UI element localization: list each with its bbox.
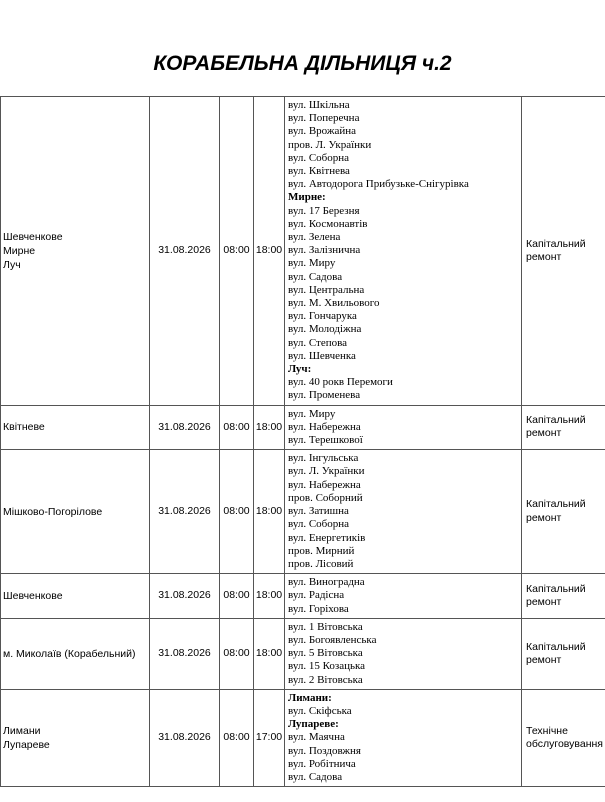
settlement-name: Квітневе [3,421,45,434]
end-time-cell: 18:00 [254,618,285,689]
start-time-cell: 08:00 [220,618,254,689]
streets-cell [285,97,522,406]
settlement-name: Шевченкове [3,230,63,243]
outage-schedule-table [0,96,605,787]
street-item: вул. Інгульська [288,452,359,465]
table-row [1,618,605,689]
street-item: вул. Квітнева [288,165,350,178]
street-item: пров. Соборний [288,491,363,504]
end-time-cell: 18:00 [254,405,285,450]
table-row [1,405,605,450]
work-type-cell: Капітальний ремонт [522,405,605,450]
street-item: вул. Соборна [288,151,350,164]
work-type-cell: Капітальний ремонт [522,574,605,619]
street-item: вул. Поперечна [288,112,360,125]
street-item: вул. Л. Українки [288,465,365,478]
streets-cell [285,689,522,786]
street-item: вул. Виноградна [288,576,365,589]
work-type-cell: Капітальний ремонт [522,618,605,689]
street-item: вул. Маячна [288,731,345,744]
street-item: вул. 5 Вітовська [288,647,363,660]
street-item: вул. Терешкової [288,434,363,447]
settlement-cell [1,618,150,689]
settlement-name: Мирне [3,244,36,257]
start-time-cell: 08:00 [220,574,254,619]
street-item: вул. 2 Вітовська [288,673,363,686]
streets-cell [285,405,522,450]
table-row [1,97,605,406]
start-time-cell: 08:00 [220,97,254,406]
street-item: вул. М. Хвильового [288,297,380,310]
street-item: вул. 1 Вітовська [288,620,363,633]
street-item: вул. Поздовжня [288,744,361,757]
streets-cell [285,574,522,619]
street-item: вул. Шкільна [288,99,350,111]
table-row [1,689,605,786]
table-row [1,574,605,619]
street-item: вул. Горіхова [288,602,349,615]
street-item: пров. Мирний [288,544,355,557]
street-item: вул. Променева [288,389,361,402]
work-type-cell: Технічне обслуговування [522,689,605,786]
street-item: вул. Молодіжна [288,323,362,336]
street-item: вул. Автодорога Прибузьке-Снігурівка [288,178,469,191]
settlement-name: Шевченкове [3,589,63,602]
settlement-cell [1,97,150,406]
work-type-cell: Капітальний ремонт [522,450,605,574]
street-item: вул. Миру [288,407,336,420]
settlement-subheading: Луч: [288,363,312,376]
street-item: вул. Садова [288,270,343,283]
street-item: вул. Скіфська [288,704,352,717]
date-cell: 31.08.2026 [150,97,220,406]
end-time-cell: 17:00 [254,689,285,786]
end-time-cell: 18:00 [254,450,285,574]
settlement-subheading: Лимани: [288,691,332,704]
start-time-cell: 08:00 [220,689,254,786]
date-cell: 31.08.2026 [150,405,220,450]
street-item: вул. Гончарука [288,310,357,323]
settlement-name: Лупареве [3,738,50,751]
date-cell: 31.08.2026 [150,450,220,574]
street-item: вул. Богоявленська [288,633,377,646]
start-time-cell: 08:00 [220,405,254,450]
street-item: вул. Центральна [288,283,365,296]
work-type-cell: Капітальний ремонт [522,97,605,406]
street-item: вул. Космонавтів [288,217,368,230]
street-item: вул. 40 рокв Перемоги [288,376,393,389]
street-item: вул. Врожайна [288,125,357,138]
street-item: вул. Зелена [288,231,341,244]
page-title: КОРАБЕЛЬНА ДІЛЬНИЦЯ ч.2 [153,52,452,75]
street-item: вул. Затишна [288,505,349,518]
settlement-cell [1,574,150,619]
date-cell: 31.08.2026 [150,574,220,619]
streets-cell [285,450,522,574]
street-item: вул. Соборна [288,518,350,531]
start-time-cell: 08:00 [220,450,254,574]
street-item: вул. Робітнича [288,757,356,770]
street-item: вул. Набережна [288,478,361,491]
streets-cell [285,618,522,689]
date-cell: 31.08.2026 [150,689,220,786]
street-item: вул. Енергетиків [288,531,366,544]
settlement-cell [1,405,150,450]
table-body [1,97,605,787]
street-item: пров. Лісовий [288,557,354,570]
street-item: пров. Л. Українки [288,138,372,151]
settlement-name: Лимани [3,724,41,737]
settlement-subheading: Лупареве: [288,718,339,731]
end-time-cell: 18:00 [254,574,285,619]
street-item: вул. 17 Березня [288,204,360,217]
street-item: вул. Радісна [288,589,345,602]
settlement-name: Луч [3,258,21,271]
street-item: вул. 15 Козацька [288,660,366,673]
settlement-cell [1,450,150,574]
street-item: вул. Шевченка [288,349,356,362]
settlement-subheading: Мирне: [288,191,326,204]
settlement-name: м. Миколаїв (Корабельний) [3,647,136,660]
settlement-cell [1,689,150,786]
street-item: вул. Степова [288,336,348,349]
street-item: вул. Залізнична [288,244,361,257]
date-cell: 31.08.2026 [150,618,220,689]
table-row [1,450,605,574]
street-item: вул. Набережна [288,420,361,433]
street-item: вул. Миру [288,257,336,270]
settlement-name: Мішково-Погорілове [3,505,103,518]
street-item: вул. Садова [288,770,343,783]
end-time-cell: 18:00 [254,97,285,406]
